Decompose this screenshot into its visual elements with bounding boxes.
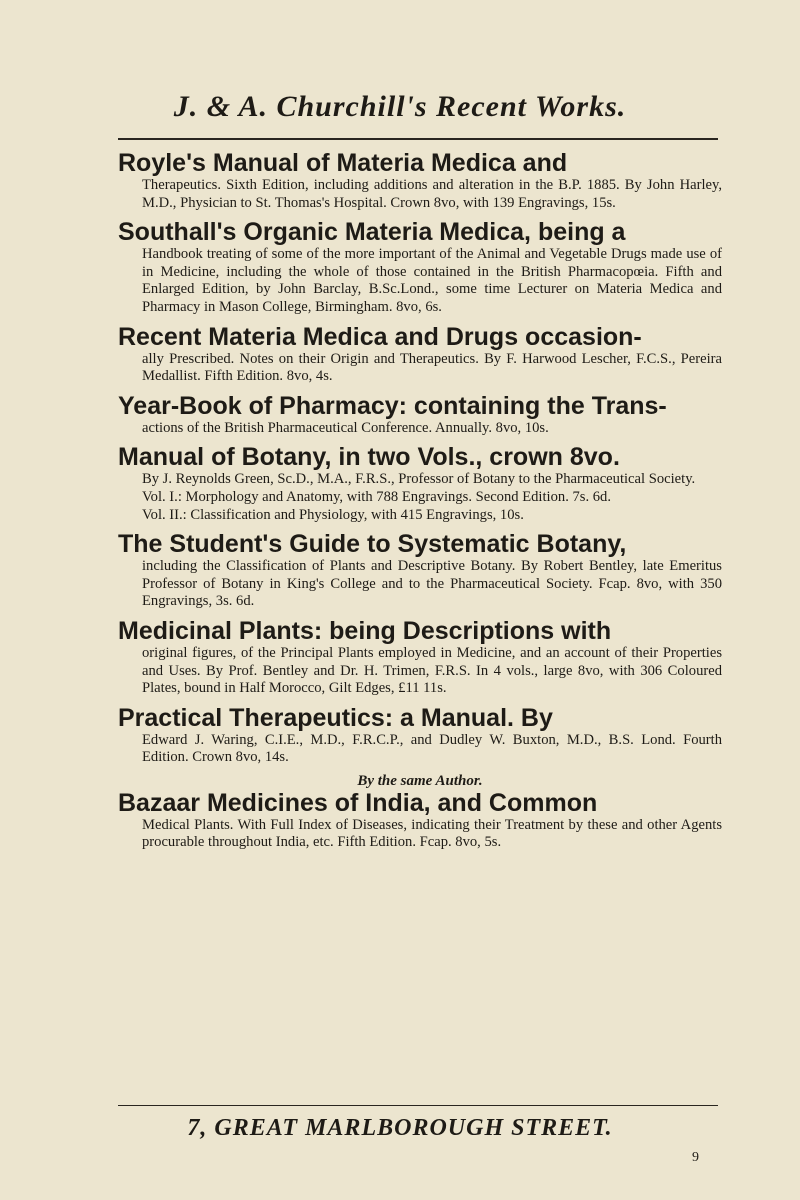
book-entry-bazaar-medicines [118,790,722,852]
book-title: Medicinal Plants: being Descriptions with [118,616,612,645]
book-description: Handbook treating of some of the more important of the Animal and Vegetable Drugs made use of in Medicine, including the whole of those contained in the British Pharmacopœia. Fifth and Enlarged Edition, by John Barclay, B.Sc.Lond., some time Lecturer on Materia Medica and Pharmacy in Mason College, Birmingham. 8vo, 6s. [142,246,722,315]
book-description: original figures, of the Principal Plants employed in Medicine, and an account of their Properties and Uses. By Prof. Bentley and Dr. H. Trimen, F.R.S. In 4 vols., large 8vo, with 306 Coloured Plates, bound in Half Morocco, Gilt Edges, £11 11s. [142,644,722,697]
book-description: ally Prescribed. Notes on their Origin and Therapeutics. By F. Harwood Lescher, F.C.S., Pereira Medallist. Fifth Edition. 8vo, 4s. [142,350,722,385]
book-title: Manual of Botany, in two Vols., crown 8vo. [118,443,620,472]
book-title: Southall's Organic Materia Medica, being a [118,218,626,247]
book-entry-recent-materia-medica [118,324,722,386]
book-entry-manual-of-botany [118,444,722,524]
book-entry-practical-therapeutics [118,705,722,767]
publisher-address: 7, GREAT MARLBOROUGH STREET. [187,1115,613,1141]
book-list [118,150,722,859]
book-entry-year-book [118,393,722,438]
book-entry-medicinal-plants [118,618,722,698]
book-title: Recent Materia Medica and Drugs occasion- [118,322,642,351]
book-title: Royle's Manual of Materia Medica and [118,149,568,177]
book-description: actions of the British Pharmaceutical Conference. Annually. 8vo, 10s. [142,419,549,436]
book-title: Practical Therapeutics: a Manual. By [118,703,553,732]
book-description: Medical Plants. With Full Index of Diseases, indicating their Treatment by these and other Agents procurable throughout India, etc. Fifth Edition. Fcap. 8vo, 5s. [142,816,722,851]
book-description: including the Classification of Plants and Descriptive Botany. By Robert Bentley, late Emeritus Professor of Botany in King's College and to the Pharmaceutical Society. Fcap. 8vo, with 350 Engravings, 3s. 6d. [142,558,722,610]
book-description: Therapeutics. Sixth Edition, including additions and alteration in the B.P. 1885. By John Harley, M.D., Physician to St. Thomas's Hospital. Crown 8vo, with 139 Engravings, 15s. [142,177,722,211]
book-entry-systematic-botany [118,531,722,611]
book-description: Edward J. Waring, C.I.E., M.D., F.R.C.P., and Dudley W. Buxton, M.D., B.S. Lond. Fourth Edition. Crown 8vo, 14s. [142,731,722,766]
book-description: By J. Reynolds Green, Sc.D., M.A., F.R.S., Professor of Botany to the Pharmaceutical Society. [142,471,696,488]
footer-rule [118,1105,718,1106]
page-number: 9 [692,1150,699,1165]
book-entry-royle [118,150,722,212]
volume-two: Vol. II.: Classification and Physiology, with 415 Engravings, 10s. [142,506,524,523]
header-rule [118,138,718,140]
book-entry-southall [118,219,722,316]
book-title: The Student's Guide to Systematic Botany, [118,530,627,559]
page-header-title: J. & A. Churchill's Recent Works. [173,90,627,123]
by-same-author-note: By the same Author. [357,772,483,789]
book-title: Bazaar Medicines of India, and Common [118,788,598,817]
volume-one: Vol. I.: Morphology and Anatomy, with 788 Engravings. Second Edition. 7s. 6d. [142,488,612,505]
book-title: Year-Book of Pharmacy: containing the Trans- [118,391,667,420]
